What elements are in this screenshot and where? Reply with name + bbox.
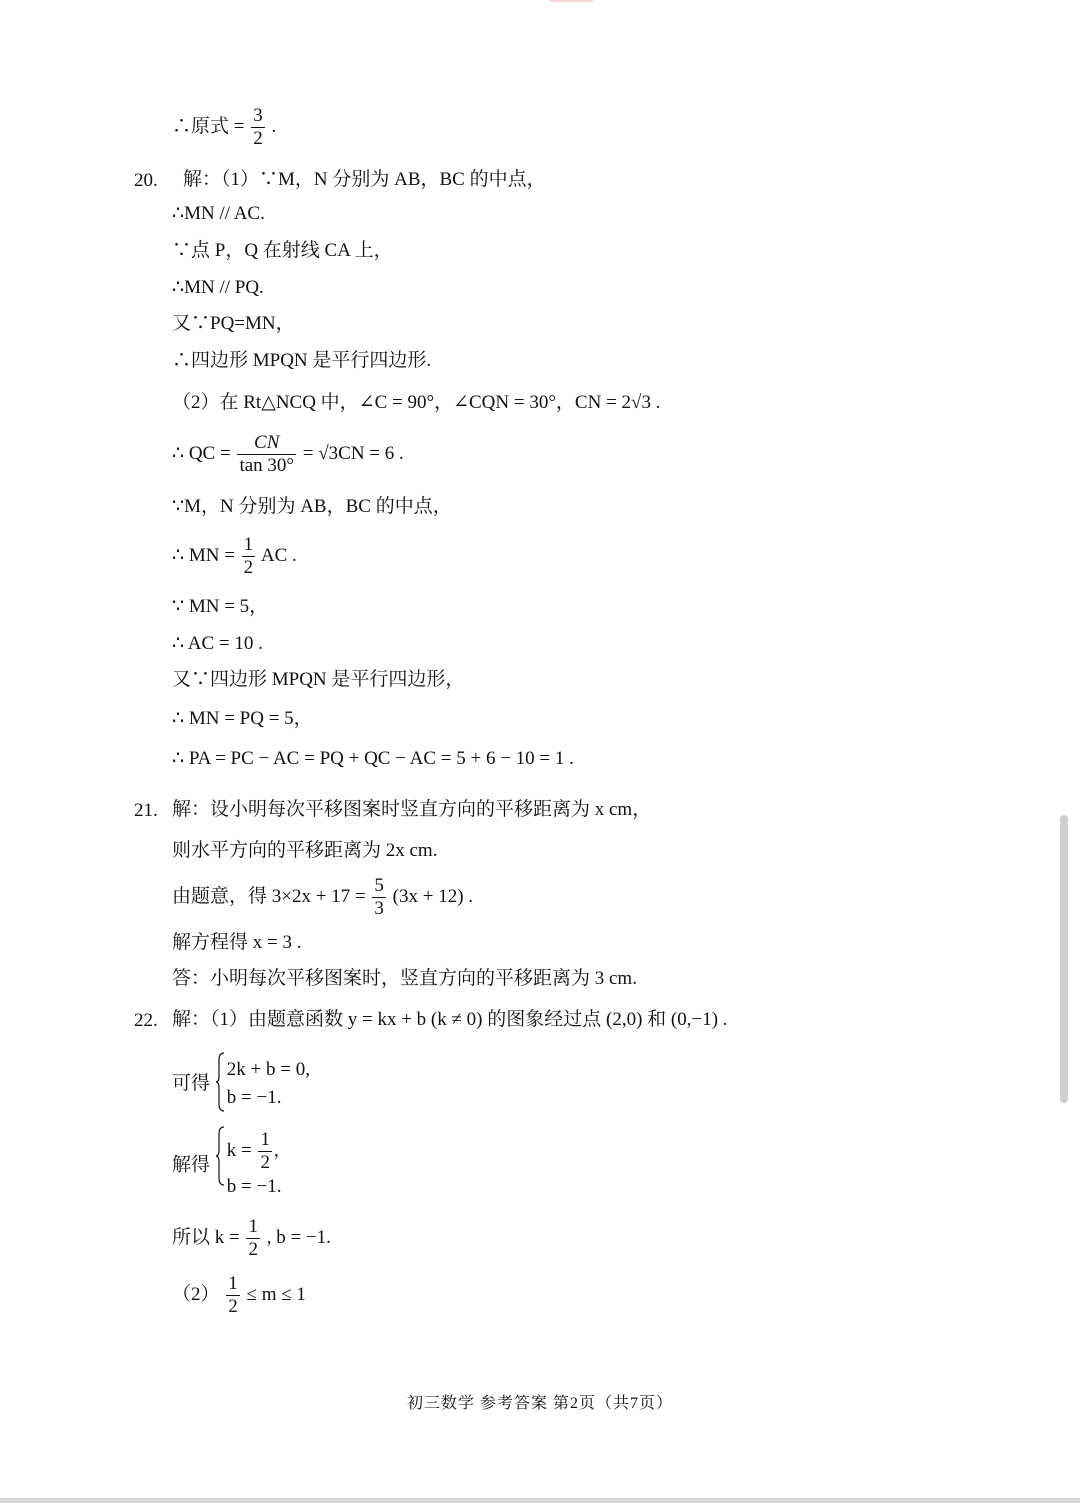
q20-parallelogram: 又∵四边形 MPQN 是平行四边形，	[172, 669, 465, 690]
q22-so-den: 2	[248, 1238, 258, 1260]
q22-p2-label: （2）	[172, 1283, 220, 1305]
q20-midpoints: ∵M，N 分别为 AB，BC 的中点，	[172, 496, 452, 517]
q22-sys2-row1	[227, 1130, 282, 1173]
q21-eq-prefix: 由题意，得 3×2x + 17 =	[172, 885, 366, 907]
q22-sys1-block	[215, 1056, 310, 1111]
left-brace-icon	[215, 1126, 225, 1186]
q20-mn-den: 2	[243, 556, 254, 578]
q22-sys2-k: k =	[226, 1139, 252, 1161]
q19-frac-den: 2	[253, 127, 263, 149]
q19-frac-num: 3	[253, 105, 263, 126]
q20-line-2: ∵点 P，Q 在射线 CA 上，	[172, 240, 393, 261]
q22-sys2-comma: ,	[273, 1139, 279, 1161]
q20-qc-prefix: ∴ QC =	[172, 442, 231, 464]
q22-part2	[172, 1274, 306, 1317]
q20-pa: ∴ PA = PC − AC = PQ + QC − AC = 5 + 6 − 10 = 1 .	[172, 748, 574, 769]
q20-mn-equation	[172, 535, 297, 578]
q20-mn-num: 1	[243, 534, 254, 555]
q21-number: 21.	[134, 800, 158, 821]
q22-sys2-fraction	[258, 1130, 272, 1173]
q21-eq-suffix: (3x + 12) .	[392, 885, 474, 907]
q20-mn-prefix: ∴ MN =	[172, 544, 235, 566]
top-edge-marker	[548, 0, 594, 2]
q22-p2-den: 2	[228, 1295, 238, 1317]
q19-fraction	[251, 106, 265, 149]
q20-qc-num: CN	[237, 433, 296, 455]
q20-number: 20.	[134, 170, 158, 191]
q20-qc-equation	[172, 433, 404, 476]
q22-so-fraction	[246, 1217, 260, 1260]
q22-sys2-block	[215, 1130, 282, 1200]
left-brace-icon	[215, 1052, 225, 1112]
q22-sys1-row2: b = −1.	[226, 1086, 282, 1108]
q22-sys2-num: 1	[260, 1129, 270, 1150]
q22-p2-fraction	[226, 1274, 240, 1317]
vertical-scrollbar[interactable]	[1060, 815, 1068, 1103]
q21-eq-den: 3	[374, 897, 384, 919]
q20-line-1: ∴MN // AC.	[172, 203, 265, 224]
q20-mn-fraction	[242, 535, 256, 578]
q20-qc-fraction	[237, 433, 296, 476]
bottom-edge	[0, 1498, 1080, 1503]
q21-solve: 解方程得 x = 3 .	[172, 932, 302, 953]
q22-system2	[172, 1130, 281, 1200]
q21-answer: 答：小明每次平移图案时，竖直方向的平移距离为 3 cm.	[172, 968, 637, 989]
q22-system1	[172, 1056, 310, 1111]
q20-line-5: ∴四边形 MPQN 是平行四边形.	[172, 350, 432, 371]
q22-so-suffix: , b = −1.	[266, 1226, 331, 1248]
q22-p2-suffix: ≤ m ≤ 1	[246, 1283, 306, 1305]
q20-line-3: ∴MN // PQ.	[172, 277, 264, 298]
q22-sys2-prefix: 解得	[172, 1154, 211, 1176]
q20-line-0: 解：（1）∵M，N 分别为 AB，BC 的中点，	[183, 169, 546, 190]
q20-qc-suffix: = √3CN = 6 .	[302, 442, 404, 464]
q21-eq-num: 5	[374, 875, 384, 896]
q20-mnpq: ∴ MN = PQ = 5，	[172, 708, 313, 729]
q22-so-num: 1	[248, 1216, 258, 1237]
q22-sys1-prefix: 可得	[172, 1073, 211, 1095]
q21-eq-fraction	[372, 876, 386, 919]
q21-line2: 则水平方向的平移距离为 2x cm.	[172, 840, 438, 861]
q22-sys2-den: 2	[260, 1151, 270, 1173]
q19-result	[172, 106, 276, 149]
q19-end: .	[271, 115, 277, 137]
q22-so	[172, 1217, 331, 1260]
q22-so-prefix: 所以 k =	[172, 1226, 240, 1248]
q22-number: 22.	[134, 1010, 158, 1031]
q21-equation	[172, 876, 473, 919]
page-footer: 初三数学 参考答案 第2页（共7页）	[406, 1395, 673, 1412]
q20-qc-den: tan 30°	[239, 454, 295, 476]
q20-mn5: ∵ MN = 5，	[172, 596, 269, 617]
q20-part2-intro: （2）在 Rt△NCQ 中，∠C = 90°，∠CQN = 30°，CN = 2√3 .	[172, 392, 661, 413]
q20-mn-suffix: AC .	[260, 544, 297, 566]
q22-line1: 解：（1）由题意函数 y = kx + b (k ≠ 0) 的图象经过点 (2,0) 和 (0,−1) .	[172, 1009, 728, 1030]
q20-line-4: 又∵PQ=MN，	[172, 313, 295, 334]
q20-ac10: ∴ AC = 10 .	[172, 633, 263, 654]
q21-line1: 解：设小明每次平移图案时竖直方向的平移距离为 x cm，	[172, 799, 652, 820]
q22-sys1-row1: 2k + b = 0,	[226, 1059, 310, 1080]
q22-p2-num: 1	[228, 1273, 238, 1294]
q22-sys2-row2: b = −1.	[226, 1175, 282, 1197]
q19-result-prefix: ∴原式 =	[172, 115, 245, 137]
